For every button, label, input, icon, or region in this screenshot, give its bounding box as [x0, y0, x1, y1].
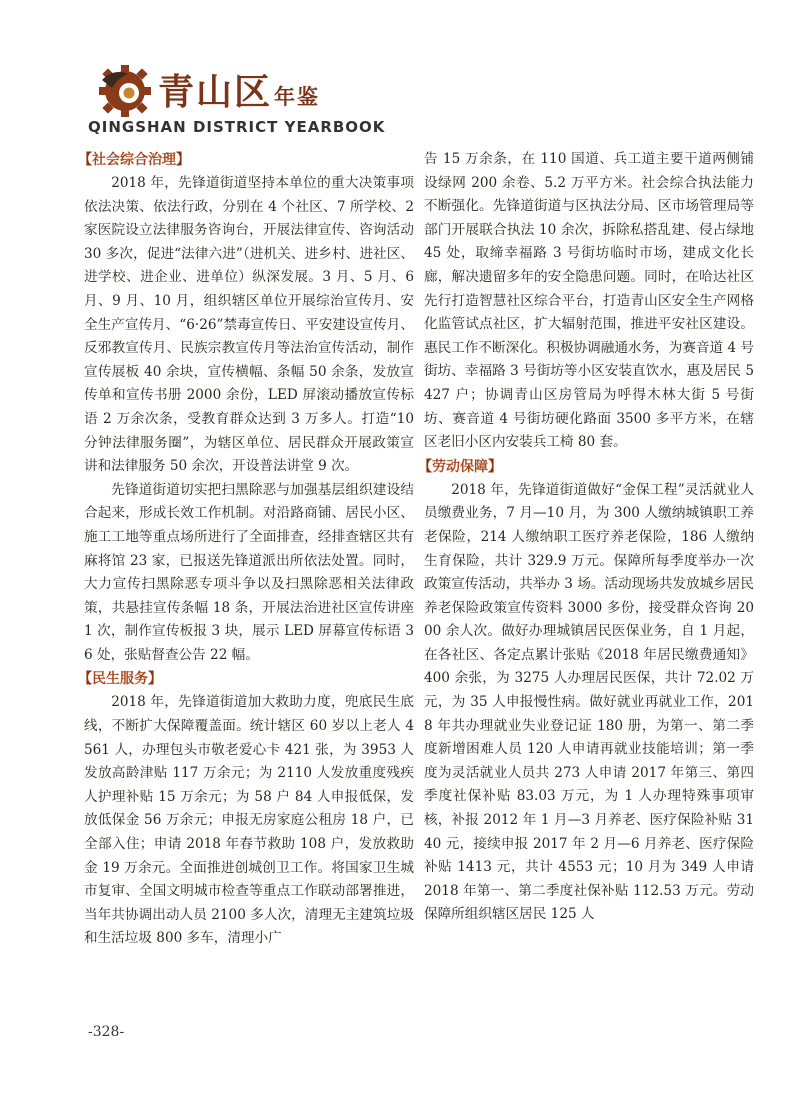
left-column [78, 148, 414, 951]
brand-name: 青山区 [158, 71, 273, 113]
section-heading-social-governance: 【社会综合治理】 [78, 152, 190, 168]
yearbook-title [158, 64, 320, 115]
livelihood-services-continuation: 告 15 万余条，在 110 国道、兵工道主要干道两侧铺设绿网 200 余卷、5.2 万平方米。社会综合执法能力不断强化。先锋道街道与区执法分局、区市场管理局等部门开展联合执法 10 余次，拆除私搭乱建、侵占绿地 45 处，取缔幸福路 3 号街坊临时市场，建成文化长廊，解决遗留多年的安全隐患问题。同时，在哈达社区先行打造智慧社区综合平台，打造青山区安全生产网格化监管试点社区，扩大辐射范围，推进平安社区建设。惠民工作不断深化。积极协调融通水务，为赛音道 4 号街坊、幸福路 3 号街坊等小区安装直饮水，惠及居民 5427 户；协调青山区房管局为呼得木林大街 5 号街坊、赛音道 4 号街坊硬化路面 3500 多平方米，在辖区老旧小区内安装兵工椅 80 套。 [424, 151, 754, 451]
yearbook-header [88, 60, 418, 144]
brand-subtitle: 年鉴 [274, 84, 321, 109]
right-column [418, 148, 754, 927]
gear-logo-icon [96, 60, 154, 118]
english-title: QINGSHAN DISTRICT YEARBOOK [88, 118, 386, 136]
labor-security-paragraph: 2018 年，先锋道街道做好“金保工程”灵活就业人员缴费业务，7 月—10 月，为 300 人缴纳城镇职工养老保险，214 人缴纳职工医疗养老保险，186 人缴纳生育保险，共计 329.9 万元。保障所每季度举办一次政策宣传活动，共举办 3 场。活动现场共发放城乡居民养老保险政策宣传资料 3000 多份，接受群众咨询 2000 余人次。做好办理城镇居民医保业务，自 1 月起，在各社区、各定点累计张贴《2018 年居民缴费通知》400 余张，为 3275 人办理居民医保，共计 72.02 万元，为 35 人申报慢性病。做好就业再就业工作，2018 年共办理就业失业登记证 180 册，为第一、第二季度新增困难人员 120 人申请再就业技能培训；第一季度为灵活就业人员共 273 人申请 2017 年第三、第四季度社保补贴 83.03 万元，为 1 人办理特殊事项审核，补报 2012 年 1 月—3 月养老、医疗保险补贴 3140 元，接续申报 2017 年 2 月—6 月养老、医疗保险补贴 1413 元，共计 4553 元；10 月为 349 人申请 2018 年第一、第二季度社保补贴 112.53 万元。劳动保障所组织辖区居民 125 人 [424, 481, 754, 923]
livelihood-services-paragraph: 2018 年，先锋道街道加大救助力度，兜底民生底线，不断扩大保障覆盖面。统计辖区 60 岁以上老人 4561 人，办理包头市敬老爱心卡 421 张，为 3953 人发放高龄津贴 117 万余元；为 2110 人发放重度残疾人护理补贴 15 万余元；为 58 户 84 人申报低保，发放低保金 56 万余元；申报无房家庭公租房 18 户，已全部入住；申请 2018 年春节救助 108 户，发放救助金 19 万余元。全面推进创城创卫工作。将国家卫生城市复审、全国文明城市检查等重点工作联动部署推进，当年共协调出动人员 2100 多人次，清理无主建筑垃圾和生活垃圾 800 多车，清理小广 [84, 694, 414, 947]
social-governance-paragraph-2: 先锋道街道切实把扫黑除恶与加强基层组织建设结合起来，形成长效工作机制。对沿路商铺、居民小区、施工工地等重点场所进行了全面排查，经排查辖区共有麻将馆 23 家，已报送先锋道派出所依法处置。同时，大力宣传扫黑除恶专项斗争以及扫黑除恶相关法律政策，共悬挂宣传条幅 18 条，开展法治进社区宣传讲座 1 次，制作宣传板报 3 块，展示 LED 屏幕宣传标语 36 处，张贴督查公告 22 幅。 [84, 481, 414, 663]
section-heading-labor-security: 【劳动保障】 [418, 458, 502, 475]
section-heading-livelihood-services: 【民生服务】 [78, 671, 162, 688]
social-governance-paragraph-1: 2018 年，先锋道街道坚持本单位的重大决策事项依法决策、依法行政，分别在 4 个社区、7 所学校、2 家医院设立法律服务咨询台，开展法律宣传、咨询活动 30 多次，促进“法律六进”（进机关、进乡村、进社区、进学校、进企业、进单位）纵深发展。3 月、5 月、6 月、9 月、10 月，组织辖区单位开展综治宣传月、安全生产宣传月、“6·26”禁毒宣传日、平安建设宣传月、反邪教宣传月、民族宗教宣传月等法治宣传活动，制作宣传展板 40 余块，宣传横幅、条幅 50 余条，发放宣传单和宣传书册 2000 余份，LED 屏滚动播放宣传标语 2 万余次条，受教育群众达到 3 万多人。打造“10 分钟法律服务圈”，为辖区单位、居民群众开展政策宣讲和法律服务 50 余次，开设普法讲堂 9 次。 [84, 175, 414, 475]
page-number: -328- [88, 1024, 125, 1040]
